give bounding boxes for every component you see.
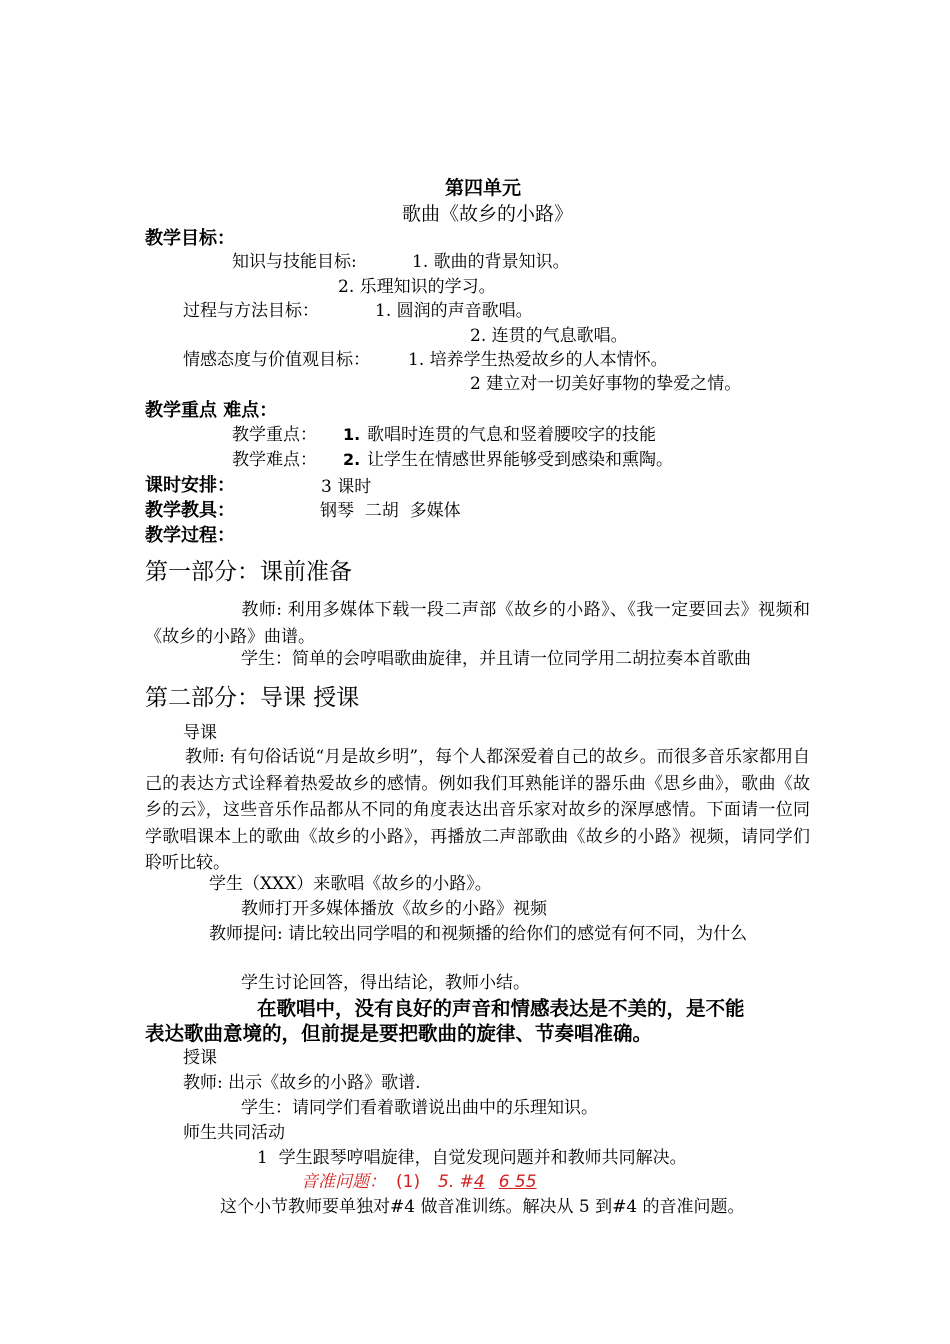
part1-student: 学生：简单的会哼唱歌曲旋律，并且请一位同学用二胡拉奏本首歌曲 (241, 649, 751, 669)
process-label: 过程与方法目标： (183, 301, 319, 321)
emotion-label: 情感态度与价值观目标： (183, 350, 370, 370)
tools-label: 教学教具： (145, 500, 235, 521)
focus-label: 教学重点： (232, 425, 317, 445)
schedule-value: 3 课时 (321, 477, 372, 497)
focus-text: 歌唱时连贯的气息和竖着腰咬字的技能 (367, 425, 656, 445)
intro-paragraph-text: 教师: 有句俗话说“月是故乡明”，每个人都深爱着自己的故乡。而很多音乐家都用自己的表达方式诠释着热爱故乡的感情。例如我们耳熟能详的器乐曲《思乡曲》，歌曲《故乡的云》，这些音乐作品都从不同的角度表达出音乐家对故乡的深厚感情。下面请一位同学歌唱课本上的歌曲《故乡的小路》，再播放二声部歌曲《故乡的小路》视频，请同学们聆听比较。 (145, 747, 810, 873)
process-item-2: 2. 连贯的气息歌唱。 (470, 326, 628, 346)
difficulty-text: 让学生在情感世界能够受到感染和熏陶。 (367, 450, 673, 470)
emotion-item-1: 1. 培养学生热爱故乡的人本情怀。 (408, 350, 668, 370)
joint-label: 师生共同活动 (183, 1123, 285, 1143)
conclusion-line-2: 表达歌曲意境的，但前提是要把歌曲的旋律、节奏唱准确。 (145, 1022, 653, 1045)
conclusion-line-1: 在歌唱中，没有良好的声音和情感表达是不美的，是不能 (257, 997, 745, 1020)
song-subtitle: 歌曲《故乡的小路》 (402, 203, 574, 225)
part1-teacher-paragraph (145, 597, 810, 650)
teacher-play: 教师打开多媒体播放《故乡的小路》视频 (241, 899, 547, 919)
difficulty-label: 教学难点： (232, 450, 317, 470)
knowledge-item-1: 1. 歌曲的背景知识。 (412, 252, 570, 272)
difficulty-number: 2. (343, 450, 361, 469)
part2-heading: 第二部分：导课 授课 (145, 685, 360, 711)
focus-number: 1. (343, 425, 361, 444)
intro-paragraph (145, 744, 810, 877)
process-item-1: 1. 圆润的声音歌唱。 (375, 301, 533, 321)
teach-label: 授课 (183, 1048, 217, 1068)
pitch-notes-b: 4 (473, 1172, 485, 1192)
emotion-item-2: 2 建立对一切美好事物的挚爱之情。 (470, 374, 742, 394)
teacher-ask: 教师提问: 请比较出同学唱的和视频播的给你们的感觉有何不同，为什么 (209, 924, 748, 944)
discussion: 学生讨论回答，得出结论，教师小结。 (241, 973, 530, 993)
student-sing: 学生（XXX）来歌唱《故乡的小路》。 (209, 874, 492, 894)
pitch-label: 音准问题： (301, 1172, 386, 1192)
pitch-notes-a: 5. # (438, 1172, 474, 1192)
pitch-notes (438, 1170, 537, 1194)
knowledge-item-2: 2. 乐理知识的学习。 (338, 277, 496, 297)
objectives-heading: 教学目标： (145, 228, 235, 249)
pitch-notes-c: 6 55 (498, 1172, 537, 1192)
part1-heading: 第一部分：课前准备 (145, 559, 352, 585)
pitch-note: 这个小节教师要单独对#4 做音准训练。解决从 5 到#4 的音准问题。 (220, 1197, 745, 1217)
part1-teacher-text: 教师: 利用多媒体下载一段二声部《故乡的小路》、《我一定要回去》视频和《故乡的小路》曲谱。 (145, 600, 810, 647)
process-heading: 教学过程： (145, 525, 235, 546)
pitch-number: (1) (396, 1172, 421, 1192)
schedule-label: 课时安排： (145, 475, 235, 496)
knowledge-label: 知识与技能目标: (232, 252, 357, 272)
intro-label: 导课 (183, 723, 217, 743)
key-points-heading: 教学重点 难点： (145, 400, 278, 421)
step-1: 1 学生跟琴哼唱旋律，自觉发现问题并和教师共同解决。 (257, 1148, 687, 1168)
unit-title: 第四单元 (445, 177, 522, 199)
tools-value: 钢琴 二胡 多媒体 (320, 501, 461, 521)
teacher-show: 教师: 出示《故乡的小路》歌谱. (183, 1073, 421, 1093)
student-read: 学生：请同学们看着歌谱说出曲中的乐理知识。 (241, 1098, 598, 1118)
